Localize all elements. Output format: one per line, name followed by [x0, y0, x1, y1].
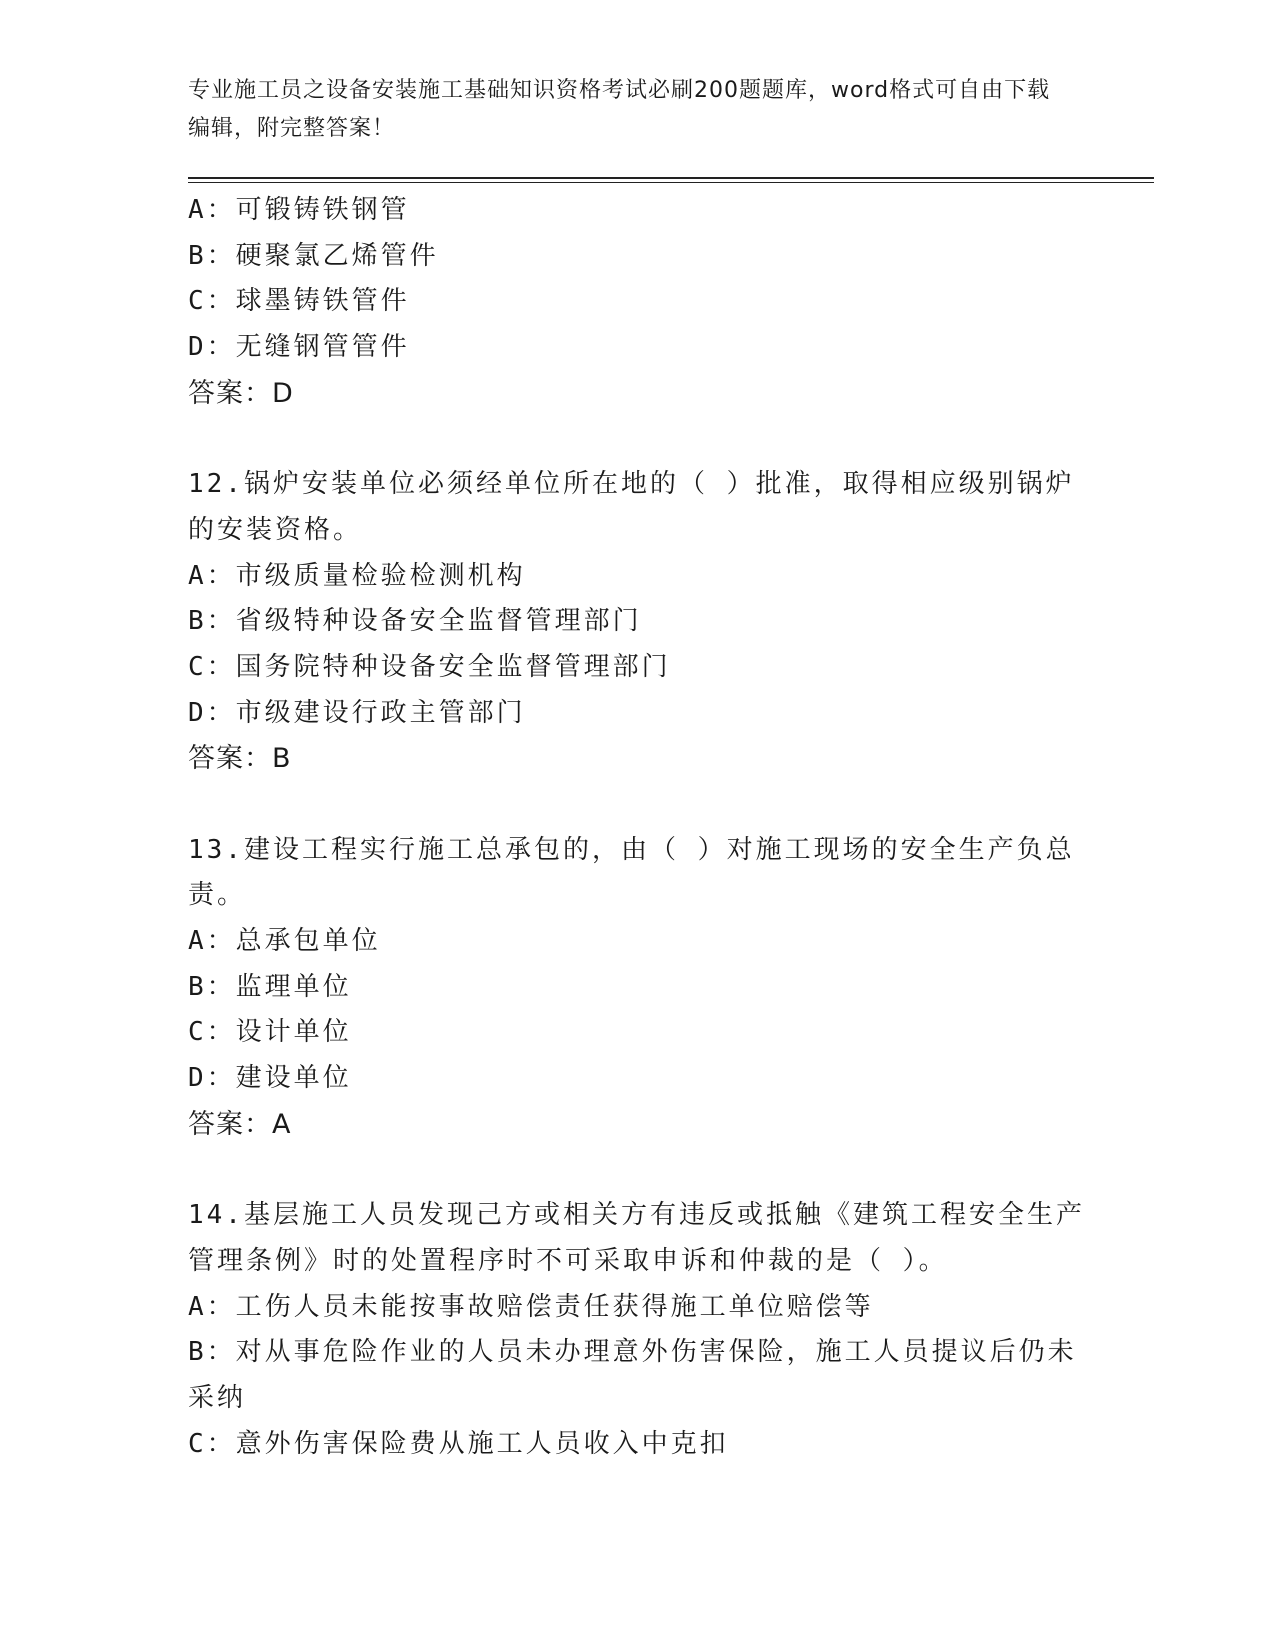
- question-stem: 13.建设工程实行施工总承包的，由（ ）对施工现场的安全生产负总责。: [188, 834, 1075, 911]
- option-b: B：对从事危险作业的人员未办理意外伤害保险，施工人员提议后仍未采纳: [188, 1337, 1077, 1413]
- option-c: C：设计单位: [188, 1017, 352, 1048]
- answer-line: 答案：B: [188, 743, 292, 775]
- spacer: [188, 782, 1088, 828]
- answer-line: 答案：D: [188, 377, 294, 409]
- option-a: A：工伤人员未能按事故赔偿责任获得施工单位赔偿等: [188, 1291, 874, 1322]
- question-block-13: [188, 828, 1088, 1148]
- option-a: A：市级质量检验检测机构: [188, 560, 526, 591]
- document-body: [188, 188, 1088, 1467]
- header-title: 专业施工员之设备安装施工基础知识资格考试必刷200题题库，word格式可自由下载编辑，附完整答案！: [188, 78, 1051, 141]
- option-b: B：监理单位: [188, 971, 352, 1002]
- header-rule-thick: [188, 177, 1154, 179]
- answer-line: 答案：A: [188, 1108, 292, 1140]
- option-c: C：国务院特种设备安全监督管理部门: [188, 651, 671, 682]
- question-block-12: [188, 462, 1088, 782]
- spacer: [188, 1148, 1088, 1194]
- option-b: B：省级特种设备安全监督管理部门: [188, 606, 642, 637]
- question-block-prev: [188, 188, 1088, 416]
- option-d: D：建设单位: [188, 1063, 352, 1094]
- option-d: D：无缝钢管管件: [188, 332, 410, 363]
- option-a: A：总承包单位: [188, 926, 381, 957]
- option-d: D：市级建设行政主管部门: [188, 697, 526, 728]
- spacer: [188, 416, 1088, 462]
- option-c: C：球墨铸铁管件: [188, 286, 410, 317]
- question-stem: 14.基层施工人员发现己方或相关方有违反或抵触《建筑工程安全生产管理条例》时的处置程序时不可采取申诉和仲裁的是（ ）。: [188, 1200, 1085, 1276]
- option-b: B：硬聚氯乙烯管件: [188, 240, 439, 271]
- question-stem: 12.锅炉安装单位必须经单位所在地的（ ）批准，取得相应级别锅炉的安装资格。: [188, 469, 1075, 545]
- option-c: C：意外伤害保险费从施工人员收入中克扣: [188, 1428, 729, 1459]
- header-rule-thin: [188, 182, 1154, 183]
- question-block-14: [188, 1193, 1088, 1467]
- option-a: A：可锻铸铁钢管: [188, 195, 410, 225]
- document-header: [188, 72, 1068, 148]
